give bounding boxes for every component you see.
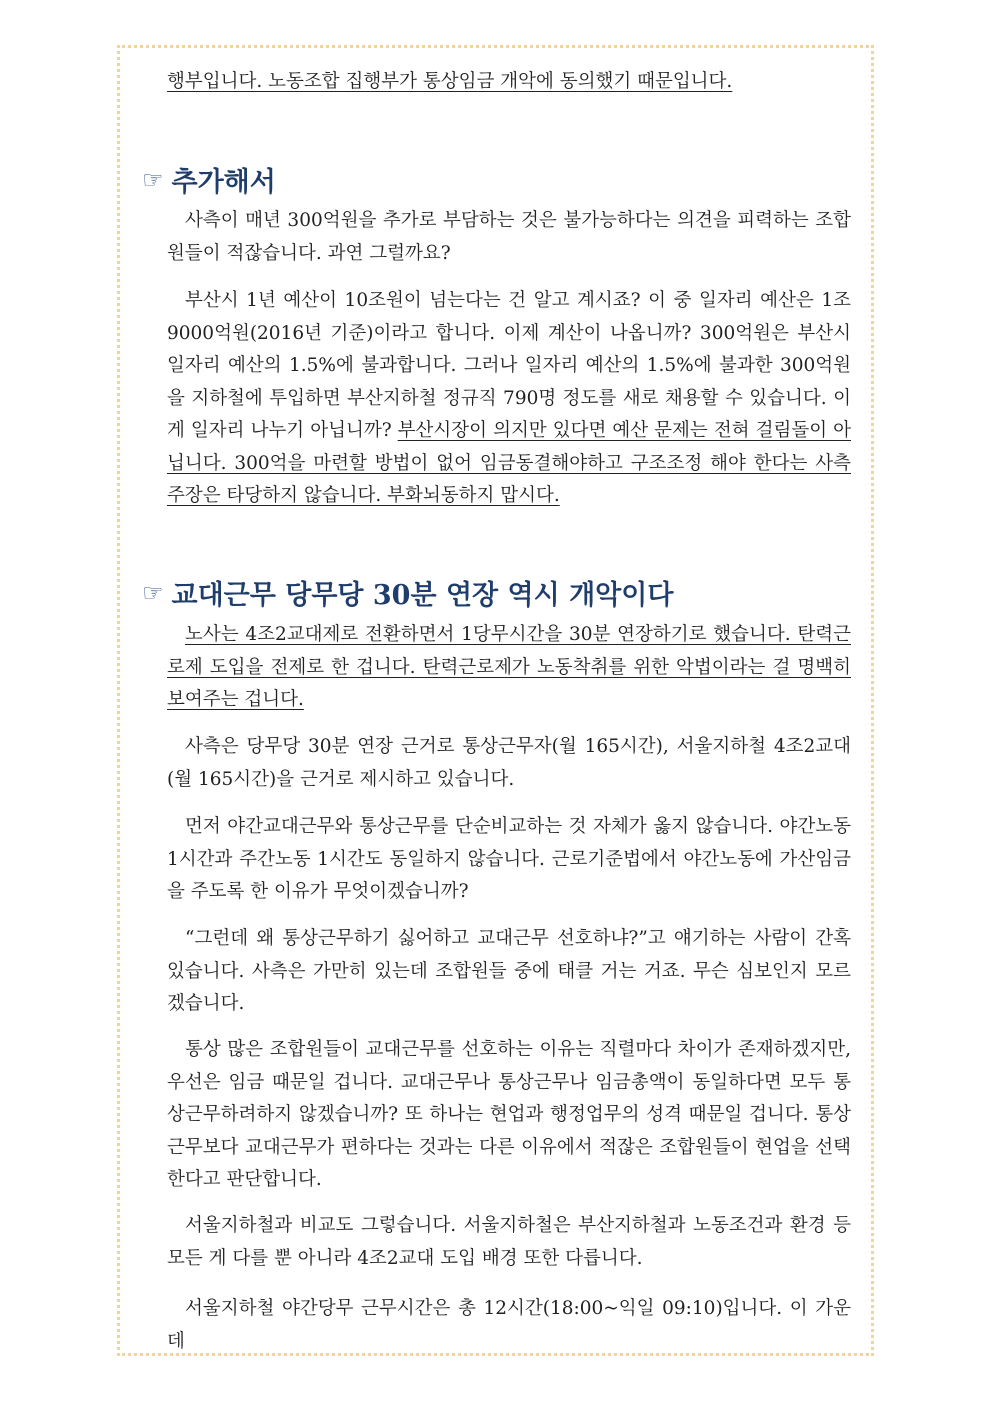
section2-p6-text: 서울지하철과 비교도 그렇습니다. 서울지하철은 부산지하철과 노동조건과 환경 등 모든 게 다를 뿐 아니라 4조2교대 도입 배경 또한 다릅니다. xyxy=(167,1215,851,1269)
section2-paragraph-7 xyxy=(167,1293,851,1358)
section2-paragraph-6 xyxy=(167,1210,851,1275)
pointing-hand-icon: ☞ xyxy=(142,578,164,607)
section1-p2-underlined-text: 부산시장이 의지만 있다면 예산 문제는 전혀 걸림돌이 아닙니다. 300억을 마련할 방법이 없어 임금동결해야하고 구조조정 해야 한다는 사측 주장은 타당하지 않습니다. 부화뇌동하지 맙시다. xyxy=(167,420,851,506)
section2-p7-text: 서울지하철 야간당무 근무시간은 총 12시간(18:00~익일 09:10)입니다. 이 가운데 xyxy=(167,1298,851,1352)
section2-paragraph-5 xyxy=(167,1034,851,1197)
section2-paragraph-4 xyxy=(167,923,851,1021)
section2-p2-text: 사측은 당무당 30분 연장 근거로 통상근무자(월 165시간), 서울지하철 4조2교대(월 165시간)을 근거로 제시하고 있습니다. xyxy=(167,736,851,790)
section2-title: 교대근무 당무당 30분 연장 역시 개악이다 xyxy=(171,580,674,611)
section1-heading xyxy=(142,160,276,199)
intro-block xyxy=(167,66,851,99)
section2-p3-text: 먼저 야간교대근무와 통상근무를 단순비교하는 것 자체가 옳지 않습니다. 야간노동 1시간과 주간노동 1시간도 동일하지 않습니다. 근로기준법에서 야간노동에 가산임금을 주도록 한 이유가 무엇이겠습니까? xyxy=(167,816,851,902)
section1-title: 추가해서 xyxy=(171,167,276,198)
section1-paragraph-2 xyxy=(167,285,851,513)
section1-p2-text: 부산시 1년 예산이 10조원이 넘는다는 건 알고 계시죠? 이 중 일자리 예산은 1조9000억원(2016년 기준)이라고 합니다. 이제 계산이 나옵니까? 300억원은 부산시 일자리 예산의 1.5%에 불과합니다. 그러나 일자리 예산의 1.5%에 불과한 300억원을 지하철에 투입하면 부산지하철 정규직 790명 정도를 새로 채용할 수 있습니다. 이게 일자리 나누기 아닙니까? xyxy=(167,290,851,441)
section2-p5-text: 통상 많은 조합원들이 교대근무를 선호하는 이유는 직렬마다 차이가 존재하겠지만, 우선은 임금 때문일 겁니다. 교대근무나 통상근무나 임금총액이 동일하다면 모두 통상근무하려하지 않겠습니까? 또 하나는 현업과 행정업무의 성격 때문일 겁니다. 통상근무보다 교대근무가 편하다는 것과는 다른 이유에서 적잖은 조합원들이 현업을 선택한다고 판단합니다. xyxy=(167,1039,851,1190)
section2-p4-text: “그런데 왜 통상근무하기 싫어하고 교대근무 선호하냐?”고 얘기하는 사람이 간혹 있습니다. 사측은 가만히 있는데 조합원들 중에 태클 거는 거죠. 무슨 심보인지 모르겠습니다. xyxy=(167,928,851,1014)
section2-p1-underlined-text: 노사는 4조2교대제로 전환하면서 1당무시간을 30분 연장하기로 했습니다. 탄력근로제 도입을 전제로 한 겁니다. 탄력근로제가 노동착취를 위한 악법이라는 걸 명백히 보여주는 겁니다. xyxy=(167,624,851,710)
intro-paragraph xyxy=(167,66,851,99)
section2-paragraph-1 xyxy=(167,619,851,717)
section1-p1-text: 사측이 매년 300억원을 추가로 부담하는 것은 불가능하다는 의견을 피력하는 조합원들이 적잖습니다. 과연 그럴까요? xyxy=(167,210,851,264)
section2-heading xyxy=(142,573,673,612)
section2-paragraph-2 xyxy=(167,731,851,796)
pointing-hand-icon: ☞ xyxy=(142,165,164,194)
section1-paragraph-1 xyxy=(167,205,851,270)
section2-paragraph-3 xyxy=(167,811,851,909)
intro-underlined-text: 행부입니다. 노동조합 집행부가 통상임금 개악에 동의했기 때문입니다. xyxy=(167,71,733,92)
